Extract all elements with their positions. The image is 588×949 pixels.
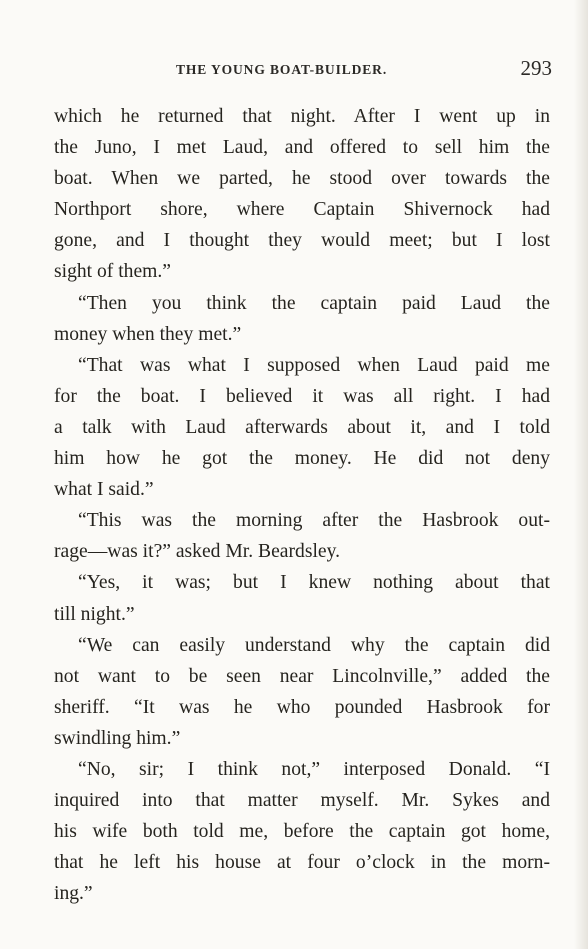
paragraph bbox=[54, 350, 550, 505]
paragraph bbox=[54, 505, 550, 567]
text-line: “No, sir; I think not,” interposed Donald. “I bbox=[78, 758, 550, 780]
text-line: Northport shore, where Captain Shivernock had bbox=[54, 199, 550, 221]
page-number: 293 bbox=[520, 56, 552, 80]
text-line: the Juno, I met Laud, and offered to sell him the bbox=[54, 137, 550, 159]
text-line: “This was the morning after the Hasbrook out- bbox=[78, 510, 550, 532]
text-line: swindling him.” bbox=[54, 727, 181, 749]
paragraph bbox=[54, 630, 550, 754]
text-line: till night.” bbox=[54, 603, 135, 625]
text-line: sheriff. “It was he who pounded Hasbrook for bbox=[54, 696, 550, 718]
text-line: that he left his house at four o’clock in the morn- bbox=[54, 852, 550, 874]
text-line: gone, and I thought they would meet; but I lost bbox=[54, 230, 550, 252]
text-line: him how he got the money. He did not deny bbox=[54, 448, 550, 470]
body-text bbox=[54, 101, 550, 909]
text-line: which he returned that night. After I went up in bbox=[54, 106, 550, 127]
text-line: “We can easily understand why the captain did bbox=[78, 634, 550, 656]
text-line: for the boat. I believed it was all right. I had bbox=[54, 385, 550, 407]
paragraph bbox=[54, 101, 550, 288]
page-edge-shadow bbox=[574, 0, 588, 949]
text-line: a talk with Laud afterwards about it, and I told bbox=[54, 416, 550, 438]
text-line: rage—was it?” asked Mr. Beardsley. bbox=[54, 541, 341, 563]
paragraph bbox=[54, 288, 550, 350]
text-line: sight of them.” bbox=[54, 261, 171, 283]
text-line: inquired into that matter myself. Mr. Sykes and bbox=[54, 790, 550, 812]
running-title: THE YOUNG BOAT-BUILDER. bbox=[176, 62, 388, 77]
text-line: boat. When we parted, he stood over towards the bbox=[54, 168, 550, 190]
text-line: not want to be seen near Lincolnville,” added the bbox=[54, 665, 550, 687]
text-line: “That was what I supposed when Laud paid me bbox=[78, 354, 550, 376]
paragraph bbox=[54, 754, 550, 909]
text-line: “Yes, it was; but I knew nothing about that bbox=[78, 572, 550, 594]
running-head bbox=[54, 56, 552, 86]
text-line: ing.” bbox=[54, 883, 93, 905]
text-line: money when they met.” bbox=[54, 323, 242, 345]
text-line: what I said.” bbox=[54, 479, 154, 501]
text-line: “Then you think the captain paid Laud the bbox=[78, 292, 550, 314]
text-line: his wife both told me, before the captain got home, bbox=[54, 821, 550, 843]
paragraph bbox=[54, 567, 550, 629]
